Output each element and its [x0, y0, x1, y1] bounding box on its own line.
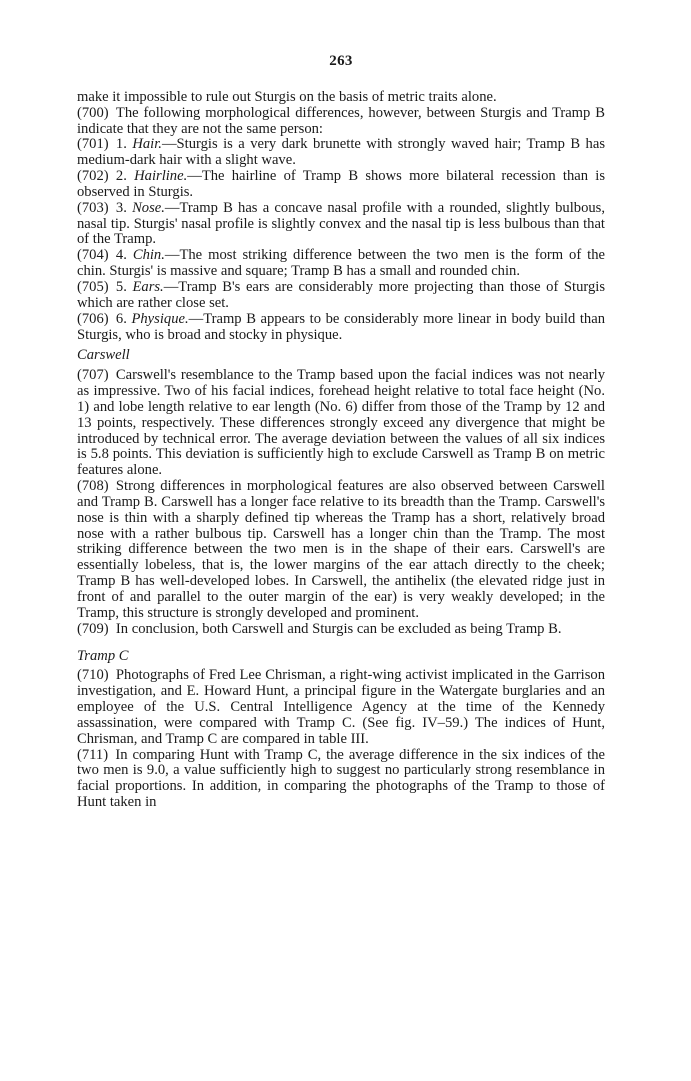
paragraph-text: The following morphological differences, however, between Sturgis and Tramp B indicate that they are not the same person:	[77, 104, 605, 137]
item-number: 5.	[115, 278, 133, 295]
paragraph-number: (710)	[77, 667, 109, 684]
paragraph-number: (705)	[77, 278, 109, 295]
paragraph-text: In conclusion, both Carswell and Sturgis can be excluded as being Tramp B.	[115, 620, 562, 637]
paragraph-number: (707)	[77, 367, 109, 384]
paragraph-text: —Tramp B appears to be considerably more linear in body build than Sturgis, who is broad and stocky in physique.	[77, 310, 605, 343]
paragraph	[77, 479, 605, 622]
paragraph	[77, 312, 605, 344]
paragraph-text: Strong differences in morphological features are also observed between Carswell and Tramp B. Carswell has a longer face relative to its breadth than the Tramp. Carswell's nose is thin with a sharply defined tip whereas the Tramp has a short, relatively broad nose with a rather bulbous tip. Carswell has a longer chin than the Tramp. The most striking difference between the two men is in the shape of their ears. Carswell's are essentially lobeless, that is, the lower margins of the ear attach directly to the cheek; Tramp B has well-developed lobes. In Carswell, the antihelix (the elevated ridge just in front of and parallel to the outer margin of the ear) is very weakly developed; in the Tramp, this structure is strongly developed and prominent.	[77, 478, 605, 621]
paragraph-text: Carswell's resemblance to the Tramp based upon the facial indices was not nearly as impressive. Two of his facial indices, forehead height relative to total face height (No. 1) and lobe length relative to ear length (No. 6) differ from those of the Tramp by 12 and 13 points, respectively. These differences strongly exceed any divergence that might be introduced by technical error. The average deviation between the values of all six indices is 5.8 points. This deviation is sufficiently high to exclude Carswell as Tramp B on metric features alone.	[77, 367, 605, 479]
item-number: 2.	[115, 168, 135, 185]
paragraph	[77, 248, 605, 280]
paragraph-number: (704)	[77, 247, 109, 264]
paragraph-number: (701)	[77, 136, 109, 153]
paragraph	[77, 106, 605, 138]
paragraph-number: (709)	[77, 620, 109, 637]
item-number: 6.	[115, 310, 132, 327]
paragraph-number: (706)	[77, 310, 109, 327]
paragraph-text: —Tramp B's ears are considerably more projecting than those of Sturgis which are rather close set.	[77, 278, 606, 311]
document-page	[77, 54, 605, 811]
section-heading: Tramp C	[77, 647, 129, 664]
item-lead: Hair.	[132, 136, 162, 153]
paragraph	[77, 622, 605, 638]
item-lead: Ears.	[132, 278, 164, 295]
paragraph-number: (708)	[77, 478, 109, 495]
paragraph	[77, 748, 605, 811]
page-number: 263	[329, 53, 353, 69]
paragraph	[77, 201, 605, 249]
item-number: 4.	[115, 247, 133, 264]
item-lead: Chin.	[132, 247, 165, 264]
paragraph-text: —The hairline of Tramp B shows more bilateral recession than is observed in Sturgis.	[77, 168, 606, 200]
paragraph-text: —Tramp B has a concave nasal profile with a rounded, slightly bulbous, nasal tip. Sturgis' nasal profile is slightly convex and the nasal tip is less bulbous than that of the Tramp.	[77, 199, 606, 248]
paragraph-text: make it impossible to rule out Sturgis on the basis of metric traits alone.	[77, 88, 497, 105]
item-number: 1.	[115, 136, 133, 153]
paragraph-text: In comparing Hunt with Tramp C, the average difference in the six indices of the two men is 9.0, a value sufficiently high to suggest no particularly strong resemblance in facial proportions. In addition, in comparing the photographs of the Tramp to those of Hunt taken in	[77, 746, 605, 811]
section-heading: Carswell	[77, 347, 130, 364]
item-lead: Hairline.	[134, 168, 188, 185]
paragraph-number: (702)	[77, 168, 109, 185]
paragraph	[77, 137, 605, 169]
paragraph-number: (703)	[77, 199, 109, 216]
paragraph	[77, 90, 605, 106]
item-lead: Nose.	[132, 199, 165, 216]
paragraph	[77, 668, 605, 747]
paragraph	[77, 169, 605, 201]
document-body	[77, 90, 605, 811]
item-number: 3.	[115, 199, 133, 216]
paragraph-text: Photographs of Fred Lee Chrisman, a right-wing activist implicated in the Garrison investigation, and E. Howard Hunt, a principal figure in the Watergate burglaries and an employee of the U.S. Central Intelligence Agency at the time of the Kennedy assassination, were compared with Tramp C. (See fig. IV–59.) The indices of Hunt, Chrisman, and Tramp C are compared in table III.	[77, 667, 605, 747]
paragraph-text: —Sturgis is a very dark brunette with strongly waved hair; Tramp B has medium-dark hair with a slight wave.	[77, 136, 606, 169]
paragraph	[77, 280, 605, 312]
item-lead: Physique.	[131, 310, 189, 327]
paragraph	[77, 368, 605, 479]
paragraph-number: (700)	[77, 104, 109, 121]
paragraph-number: (711)	[77, 746, 109, 763]
paragraph-text: —The most striking difference between the two men is the form of the chin. Sturgis' is massive and square; Tramp B has a small and rounded chin.	[77, 247, 606, 280]
